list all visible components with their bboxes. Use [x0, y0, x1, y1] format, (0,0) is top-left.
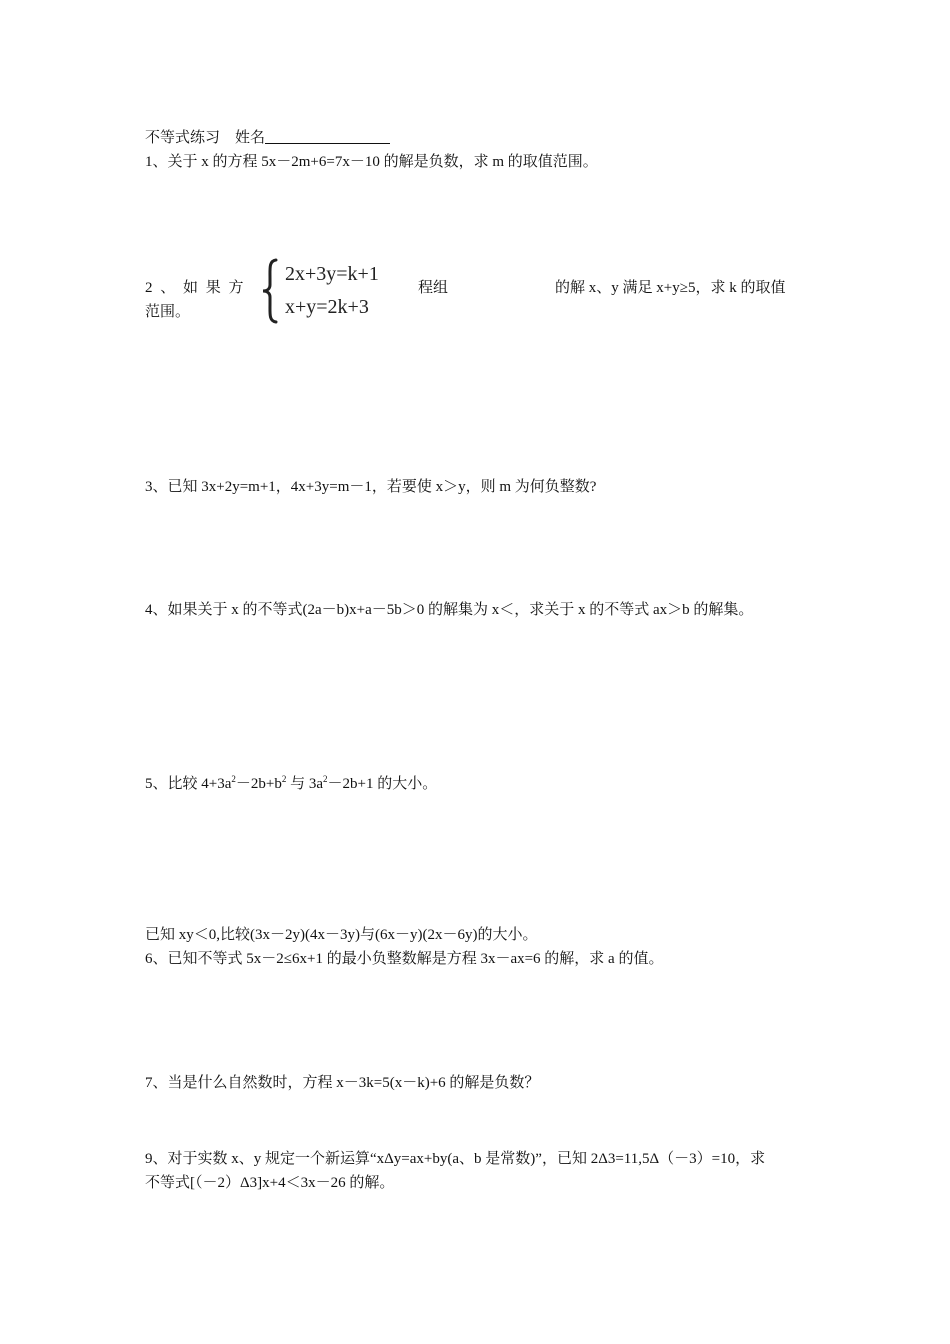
question-2-suffix: 的解 x、y 满足 x+y≥5，求 k 的取值 [555, 280, 786, 296]
exponent: 2 [323, 774, 328, 784]
question-5-part-a: 5、比较 4+3a [145, 776, 232, 792]
worksheet-title: 不等式练习 [145, 130, 221, 146]
question-4: 4、如果关于 x 的不等式(2a－b)x+a－5b＞0 的解集为 x＜，求关于 x 的不等式 ax＞b 的解集。 [145, 602, 754, 618]
name-blank [265, 129, 390, 144]
question-5-part-c: 与 3a [286, 776, 324, 792]
question-7: 7、当是什么自然数时，方程 x－3k=5(x－k)+6 的解是负数？ [145, 1075, 540, 1091]
equation-2: x+y=2k+3 [285, 296, 369, 318]
question-5 [145, 774, 437, 794]
question-5-extra: 已知 xy＜0,比较(3x－2y)(4x－3y)与(6x－y)(2x－6y)的大小。 [145, 927, 538, 943]
question-2-prefix: 2 、 如 果 方 [145, 280, 244, 296]
question-5-part-d: －2b+1 的大小。 [327, 776, 438, 792]
question-2-mid: 程组 [418, 280, 449, 296]
question-1: 1、关于 x 的方程 5x－2m+6=7x－10 的解是负数，求 m 的取值范围。 [145, 154, 598, 170]
question-5-part-b: －2b+b [235, 776, 282, 792]
question-6: 6、已知不等式 5x－2≤6x+1 的最小负整数解是方程 3x－ax=6 的解，求 a 的值。 [145, 951, 664, 967]
question-9-line2: 不等式[（－2）Δ3]x+4＜3x－26 的解。 [145, 1175, 395, 1191]
name-label: 姓名 [235, 130, 266, 146]
question-2-line2: 范围。 [145, 304, 191, 320]
question-2 [145, 262, 807, 322]
question-3: 3、已知 3x+2y=m+1，4x+3y=m－1，若要使 x＞y，则 m 为何负整数? [145, 479, 597, 495]
equation-1: 2x+3y=k+1 [285, 263, 379, 285]
exponent: 2 [281, 774, 287, 784]
question-9-line1: 9、对于实数 x、y 规定一个新运算“xΔy=ax+by(a、b 是常数)”，已知 2Δ3=11,5Δ（－3）=10，求 [145, 1151, 766, 1167]
brace-icon [260, 258, 280, 324]
worksheet-header [145, 128, 390, 148]
exponent: 2 [231, 774, 236, 784]
